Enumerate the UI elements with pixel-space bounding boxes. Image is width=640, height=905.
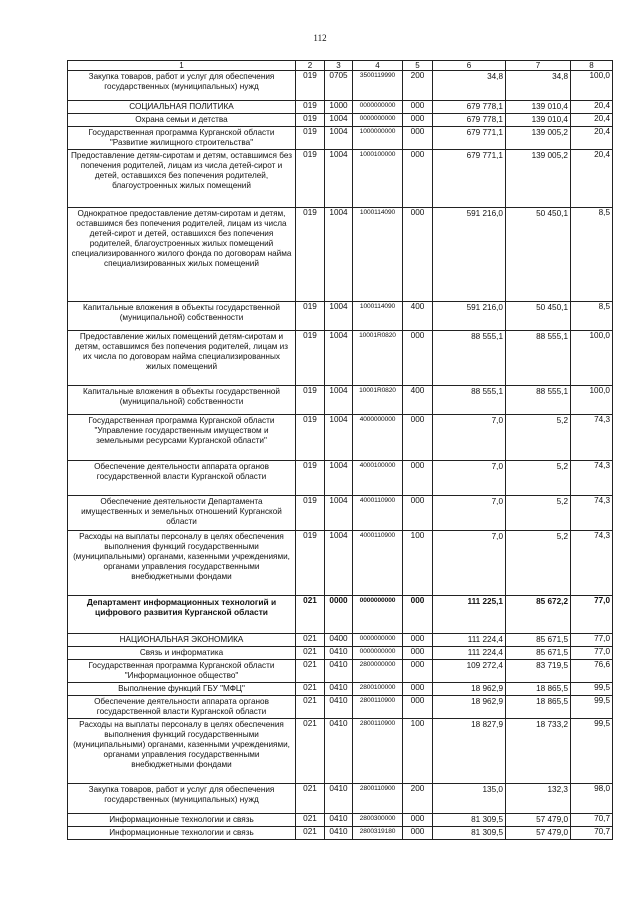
row-name-cell: Государственная программа Курганской области "Управление государственным имуществом и земельными ресурсами Курганской области" <box>68 415 296 461</box>
executed-amount-cell: 139 010,4 <box>506 101 571 114</box>
expense-type-cell: 000 <box>403 208 433 302</box>
target-article-cell: 2800110900 <box>353 784 403 814</box>
executed-amount-cell: 18 865,5 <box>506 683 571 696</box>
expense-type-cell: 000 <box>403 634 433 647</box>
planned-amount-cell: 591 216,0 <box>433 302 506 331</box>
ministry-code-cell: 019 <box>296 302 325 331</box>
section-code-cell: 0400 <box>325 634 353 647</box>
planned-amount-cell: 679 771,1 <box>433 127 506 150</box>
expense-type-cell: 000 <box>403 596 433 634</box>
section-code-cell: 0410 <box>325 814 353 827</box>
percent-cell: 70,7 <box>571 814 613 827</box>
row-name-cell: Обеспечение деятельности Департамента имущественных и земельных отношений Курганской области <box>68 496 296 531</box>
row-name-cell: Выполнение функций ГБУ "МФЦ" <box>68 683 296 696</box>
table-row <box>68 634 613 647</box>
percent-cell: 100,0 <box>571 71 613 101</box>
row-name-cell: Закупка товаров, работ и услуг для обеспечения государственных (муниципальных) нужд <box>68 71 296 101</box>
planned-amount-cell: 18 962,9 <box>433 696 506 719</box>
ministry-code-cell: 019 <box>296 101 325 114</box>
row-name-cell: НАЦИОНАЛЬНАЯ ЭКОНОМИКА <box>68 634 296 647</box>
table-row <box>68 660 613 683</box>
planned-amount-cell: 111 224,4 <box>433 647 506 660</box>
row-name-cell: Обеспечение деятельности аппарата органов государственной власти Курганской области <box>68 696 296 719</box>
target-article-cell: 2800319180 <box>353 827 403 840</box>
planned-amount-cell: 679 778,1 <box>433 114 506 127</box>
executed-amount-cell: 85 671,5 <box>506 647 571 660</box>
executed-amount-cell: 85 671,5 <box>506 634 571 647</box>
target-article-cell: 0000000000 <box>353 101 403 114</box>
ministry-code-cell: 019 <box>296 127 325 150</box>
target-article-cell: 0000000000 <box>353 114 403 127</box>
planned-amount-cell: 679 778,1 <box>433 101 506 114</box>
table-header-row <box>68 61 613 71</box>
executed-amount-cell: 18 733,2 <box>506 719 571 784</box>
expense-type-cell: 000 <box>403 150 433 208</box>
row-name-cell: Государственная программа Курганской области "Информационное общество" <box>68 660 296 683</box>
expense-type-cell: 000 <box>403 647 433 660</box>
table-row <box>68 696 613 719</box>
ministry-code-cell: 019 <box>296 71 325 101</box>
table-row <box>68 647 613 660</box>
target-article-cell: 1000114090 <box>353 208 403 302</box>
percent-cell: 8,5 <box>571 302 613 331</box>
planned-amount-cell: 7,0 <box>433 415 506 461</box>
expense-type-cell: 100 <box>403 531 433 596</box>
planned-amount-cell: 591 216,0 <box>433 208 506 302</box>
percent-cell: 98,0 <box>571 784 613 814</box>
section-code-cell: 0410 <box>325 647 353 660</box>
section-code-cell: 1004 <box>325 127 353 150</box>
table-row <box>68 101 613 114</box>
row-name-cell: Капитальные вложения в объекты государственной (муниципальной) собственности <box>68 386 296 415</box>
row-name-cell: Охрана семьи и детства <box>68 114 296 127</box>
executed-amount-cell: 85 672,2 <box>506 596 571 634</box>
ministry-code-cell: 019 <box>296 531 325 596</box>
row-name-cell: Закупка товаров, работ и услуг для обеспечения государственных (муниципальных) нужд <box>68 784 296 814</box>
expense-type-cell: 100 <box>403 719 433 784</box>
row-name-cell: Обеспечение деятельности аппарата органов государственной власти Курганской области <box>68 461 296 496</box>
executed-amount-cell: 5,2 <box>506 531 571 596</box>
table-row <box>68 531 613 596</box>
section-code-cell: 1004 <box>325 302 353 331</box>
planned-amount-cell: 7,0 <box>433 496 506 531</box>
table-row <box>68 719 613 784</box>
ministry-code-cell: 021 <box>296 660 325 683</box>
planned-amount-cell: 18 827,9 <box>433 719 506 784</box>
ministry-code-cell: 019 <box>296 331 325 386</box>
row-name-cell: Предоставление детям-сиротам и детям, оставшимся без попечения родителей, лицам из числа детей-сирот и детей, оставшихся без попечения родителей, благоустроенных жилых помещений <box>68 150 296 208</box>
expense-type-cell: 000 <box>403 814 433 827</box>
ministry-code-cell: 021 <box>296 814 325 827</box>
percent-cell: 20,4 <box>571 150 613 208</box>
target-article-cell: 4000100000 <box>353 461 403 496</box>
target-article-cell: 4000000000 <box>353 415 403 461</box>
percent-cell: 20,4 <box>571 101 613 114</box>
percent-cell: 100,0 <box>571 386 613 415</box>
section-code-cell: 0410 <box>325 719 353 784</box>
expense-type-cell: 000 <box>403 331 433 386</box>
section-code-cell: 1004 <box>325 461 353 496</box>
executed-amount-cell: 83 719,5 <box>506 660 571 683</box>
budget-table <box>67 60 613 840</box>
executed-amount-cell: 18 865,5 <box>506 696 571 719</box>
header-cell: 7 <box>506 61 571 71</box>
section-code-cell: 1004 <box>325 496 353 531</box>
percent-cell: 74,3 <box>571 461 613 496</box>
header-cell: 1 <box>68 61 296 71</box>
ministry-code-cell: 021 <box>296 647 325 660</box>
target-article-cell: 2800110900 <box>353 719 403 784</box>
table-row <box>68 596 613 634</box>
header-cell: 8 <box>571 61 613 71</box>
executed-amount-cell: 50 450,1 <box>506 208 571 302</box>
executed-amount-cell: 139 005,2 <box>506 127 571 150</box>
row-name-cell: СОЦИАЛЬНАЯ ПОЛИТИКА <box>68 101 296 114</box>
table-row <box>68 415 613 461</box>
header-cell: 4 <box>353 61 403 71</box>
executed-amount-cell: 5,2 <box>506 461 571 496</box>
section-code-cell: 1004 <box>325 386 353 415</box>
row-name-cell: Капитальные вложения в объекты государственной (муниципальной) собственности <box>68 302 296 331</box>
planned-amount-cell: 111 225,1 <box>433 596 506 634</box>
ministry-code-cell: 021 <box>296 696 325 719</box>
section-code-cell: 0000 <box>325 596 353 634</box>
target-article-cell: 4000110900 <box>353 531 403 596</box>
header-cell: 6 <box>433 61 506 71</box>
planned-amount-cell: 7,0 <box>433 531 506 596</box>
expense-type-cell: 000 <box>403 660 433 683</box>
target-article-cell: 0000000000 <box>353 634 403 647</box>
percent-cell: 74,3 <box>571 531 613 596</box>
table-row <box>68 331 613 386</box>
section-code-cell: 1004 <box>325 150 353 208</box>
section-code-cell: 1000 <box>325 101 353 114</box>
percent-cell: 76,6 <box>571 660 613 683</box>
header-cell: 5 <box>403 61 433 71</box>
expense-type-cell: 200 <box>403 71 433 101</box>
row-name-cell: Однократное предоставление детям-сиротам и детям, оставшимся без попечения родителей, лицам из числа детей-сирот и детей, оставшихся без попечения родителей, благоустроенных жилых помещений специализированного жилого фонда по договорам найма специализированных жилых помещений <box>68 208 296 302</box>
section-code-cell: 1004 <box>325 114 353 127</box>
executed-amount-cell: 50 450,1 <box>506 302 571 331</box>
table-row <box>68 114 613 127</box>
target-article-cell: 2800100000 <box>353 683 403 696</box>
header-cell: 2 <box>296 61 325 71</box>
percent-cell: 74,3 <box>571 415 613 461</box>
percent-cell: 74,3 <box>571 496 613 531</box>
ministry-code-cell: 019 <box>296 114 325 127</box>
target-article-cell: 1000114090 <box>353 302 403 331</box>
row-name-cell: Информационные технологии и связь <box>68 827 296 840</box>
executed-amount-cell: 88 555,1 <box>506 386 571 415</box>
expense-type-cell: 400 <box>403 302 433 331</box>
expense-type-cell: 000 <box>403 683 433 696</box>
expense-type-cell: 000 <box>403 696 433 719</box>
row-name-cell: Расходы на выплаты персоналу в целях обеспечения выполнения функций государственными (муниципальными) органами, казенными учреждениями, органами управления государственными внебюджетными фондами <box>68 719 296 784</box>
percent-cell: 20,4 <box>571 127 613 150</box>
executed-amount-cell: 5,2 <box>506 415 571 461</box>
table-row <box>68 496 613 531</box>
target-article-cell: 0000000000 <box>353 647 403 660</box>
ministry-code-cell: 019 <box>296 150 325 208</box>
executed-amount-cell: 57 479,0 <box>506 814 571 827</box>
row-name-cell: Департамент информационных технологий и цифрового развития Курганской области <box>68 596 296 634</box>
planned-amount-cell: 88 555,1 <box>433 386 506 415</box>
table-row <box>68 814 613 827</box>
percent-cell: 20,4 <box>571 114 613 127</box>
table-row <box>68 683 613 696</box>
target-article-cell: 0000000000 <box>353 596 403 634</box>
page-number: 112 <box>313 33 327 43</box>
target-article-cell: 1000100000 <box>353 150 403 208</box>
target-article-cell: 10001R0820 <box>353 331 403 386</box>
table-row <box>68 150 613 208</box>
ministry-code-cell: 021 <box>296 827 325 840</box>
planned-amount-cell: 679 771,1 <box>433 150 506 208</box>
expense-type-cell: 400 <box>403 386 433 415</box>
ministry-code-cell: 021 <box>296 634 325 647</box>
executed-amount-cell: 34,8 <box>506 71 571 101</box>
planned-amount-cell: 88 555,1 <box>433 331 506 386</box>
percent-cell: 99,5 <box>571 696 613 719</box>
target-article-cell: 1000000000 <box>353 127 403 150</box>
table-row <box>68 461 613 496</box>
section-code-cell: 0410 <box>325 827 353 840</box>
ministry-code-cell: 021 <box>296 719 325 784</box>
planned-amount-cell: 18 962,9 <box>433 683 506 696</box>
planned-amount-cell: 81 309,5 <box>433 814 506 827</box>
ministry-code-cell: 019 <box>296 386 325 415</box>
section-code-cell: 0705 <box>325 71 353 101</box>
section-code-cell: 1004 <box>325 415 353 461</box>
expense-type-cell: 000 <box>403 415 433 461</box>
target-article-cell: 2800000000 <box>353 660 403 683</box>
section-code-cell: 1004 <box>325 208 353 302</box>
row-name-cell: Государственная программа Курганской области "Развитие жилищного строительства" <box>68 127 296 150</box>
expense-type-cell: 000 <box>403 114 433 127</box>
percent-cell: 99,5 <box>571 719 613 784</box>
target-article-cell: 2800110900 <box>353 696 403 719</box>
ministry-code-cell: 019 <box>296 496 325 531</box>
percent-cell: 77,0 <box>571 596 613 634</box>
header-cell: 3 <box>325 61 353 71</box>
expense-type-cell: 000 <box>403 127 433 150</box>
planned-amount-cell: 135,0 <box>433 784 506 814</box>
planned-amount-cell: 111 224,4 <box>433 634 506 647</box>
ministry-code-cell: 021 <box>296 596 325 634</box>
planned-amount-cell: 81 309,5 <box>433 827 506 840</box>
expense-type-cell: 200 <box>403 784 433 814</box>
executed-amount-cell: 132,3 <box>506 784 571 814</box>
percent-cell: 99,5 <box>571 683 613 696</box>
table-row <box>68 386 613 415</box>
table-row <box>68 827 613 840</box>
percent-cell: 70,7 <box>571 827 613 840</box>
expense-type-cell: 000 <box>403 101 433 114</box>
section-code-cell: 1004 <box>325 531 353 596</box>
section-code-cell: 1004 <box>325 331 353 386</box>
expense-type-cell: 000 <box>403 827 433 840</box>
section-code-cell: 0410 <box>325 660 353 683</box>
expense-type-cell: 000 <box>403 496 433 531</box>
expense-type-cell: 000 <box>403 461 433 496</box>
percent-cell: 100,0 <box>571 331 613 386</box>
ministry-code-cell: 021 <box>296 683 325 696</box>
target-article-cell: 4000110900 <box>353 496 403 531</box>
row-name-cell: Расходы на выплаты персоналу в целях обеспечения выполнения функций государственными (муниципальными) органами, казенными учреждениями, органами управления государственными внебюджетными фондами <box>68 531 296 596</box>
ministry-code-cell: 019 <box>296 461 325 496</box>
table-row <box>68 71 613 101</box>
planned-amount-cell: 109 272,4 <box>433 660 506 683</box>
section-code-cell: 0410 <box>325 696 353 719</box>
executed-amount-cell: 139 010,4 <box>506 114 571 127</box>
ministry-code-cell: 021 <box>296 784 325 814</box>
executed-amount-cell: 5,2 <box>506 496 571 531</box>
table-row <box>68 302 613 331</box>
percent-cell: 77,0 <box>571 647 613 660</box>
row-name-cell: Связь и информатика <box>68 647 296 660</box>
ministry-code-cell: 019 <box>296 208 325 302</box>
table-row <box>68 208 613 302</box>
planned-amount-cell: 7,0 <box>433 461 506 496</box>
target-article-cell: 3500119990 <box>353 71 403 101</box>
executed-amount-cell: 88 555,1 <box>506 331 571 386</box>
percent-cell: 77,0 <box>571 634 613 647</box>
target-article-cell: 10001R0820 <box>353 386 403 415</box>
row-name-cell: Информационные технологии и связь <box>68 814 296 827</box>
target-article-cell: 2800300000 <box>353 814 403 827</box>
row-name-cell: Предоставление жилых помещений детям-сиротам и детям, оставшимся без попечения родителей, лицам из их числа по договорам найма специализированных жилых помещений <box>68 331 296 386</box>
ministry-code-cell: 019 <box>296 415 325 461</box>
executed-amount-cell: 139 005,2 <box>506 150 571 208</box>
table-row <box>68 127 613 150</box>
executed-amount-cell: 57 479,0 <box>506 827 571 840</box>
planned-amount-cell: 34,8 <box>433 71 506 101</box>
section-code-cell: 0410 <box>325 784 353 814</box>
table-row <box>68 784 613 814</box>
section-code-cell: 0410 <box>325 683 353 696</box>
percent-cell: 8,5 <box>571 208 613 302</box>
